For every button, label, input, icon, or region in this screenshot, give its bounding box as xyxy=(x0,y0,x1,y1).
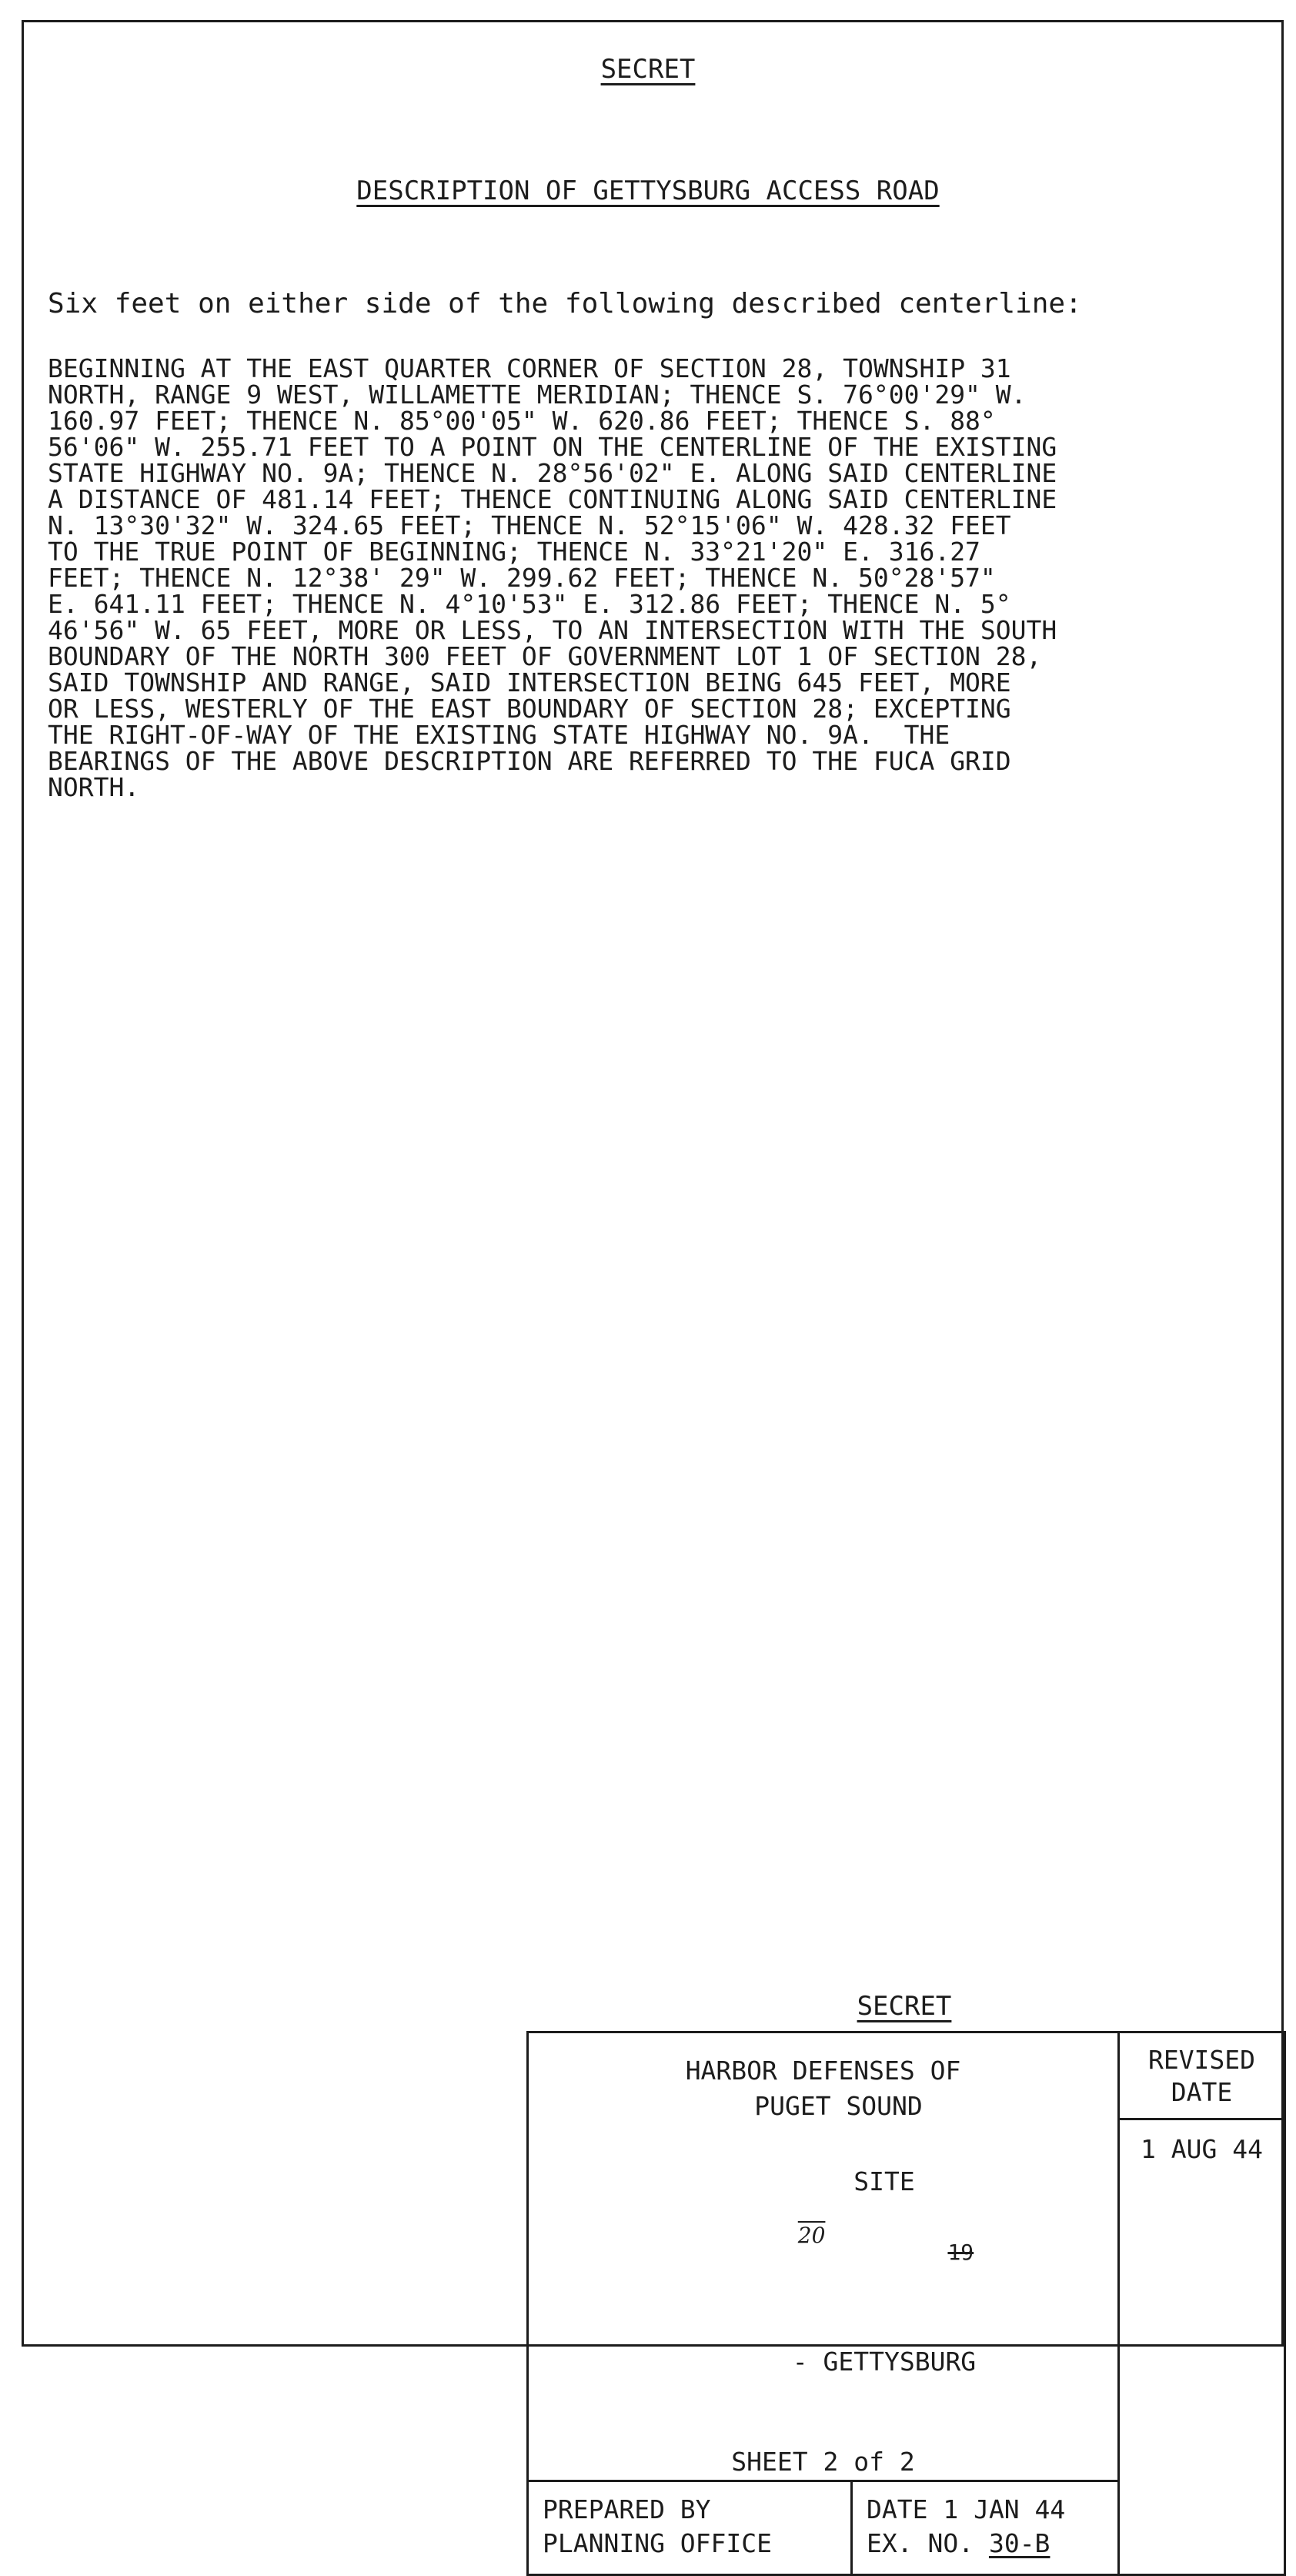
site-number-handwritten: 20 xyxy=(797,2223,826,2248)
exhibit-number-line xyxy=(867,2527,1117,2561)
description-line: BOUNDARY OF THE NORTH 300 FEET OF GOVERNMENT LOT 1 OF SECTION 28, xyxy=(48,641,1042,671)
prepared-by-label: PREPARED BY xyxy=(543,2494,711,2524)
classification-top: SECRET xyxy=(600,54,696,85)
document-title: DESCRIPTION OF GETTYSBURG ACCESS ROAD xyxy=(356,176,940,206)
org-line-1: HARBOR DEFENSES OF xyxy=(685,2056,961,2086)
title-block-org-cell xyxy=(528,2032,1119,2481)
description-line: FEET; THENCE N. 12°38' 29" W. 299.62 FEET; THENCE N. 50°28'57" xyxy=(48,563,996,593)
prepared-by-office: PLANNING OFFICE xyxy=(543,2528,773,2558)
site-prefix: SITE xyxy=(853,2166,915,2196)
description-line: BEGINNING AT THE EAST QUARTER CORNER OF SECTION 28, TOWNSHIP 31 xyxy=(48,353,1011,383)
legal-description xyxy=(48,353,1271,802)
sheet-number: SHEET 2 of 2 xyxy=(731,2447,915,2477)
site-number xyxy=(795,2200,974,2344)
description-line: THE RIGHT-OF-WAY OF THE EXISTING STATE HIGHWAY NO. 9A. THE xyxy=(48,720,950,750)
description-line: BEARINGS OF THE ABOVE DESCRIPTION ARE REFERRED TO THE FUCA GRID xyxy=(48,746,1011,776)
prepared-by-cell xyxy=(528,2481,852,2575)
revised-header xyxy=(1120,2033,1284,2120)
title-block xyxy=(526,2031,1286,2576)
description-line: SAID TOWNSHIP AND RANGE, SAID INTERSECTION BEING 645 FEET, MORE xyxy=(48,667,1011,698)
description-line: 160.97 FEET; THENCE N. 85°00'05" W. 620.86 FEET; THENCE S. 88° xyxy=(48,406,996,436)
description-line: 56'06" W. 255.71 FEET TO A POINT ON THE CENTERLINE OF THE EXISTING xyxy=(48,432,1057,462)
description-line: A DISTANCE OF 481.14 FEET; THENCE CONTINUING ALONG SAID CENTERLINE xyxy=(48,484,1057,514)
revised-cell xyxy=(1119,2032,1285,2575)
exhibit-number: 30-B xyxy=(988,2528,1050,2558)
description-line: NORTH. xyxy=(48,772,140,802)
description-line: NORTH, RANGE 9 WEST, WILLAMETTE MERIDIAN; THENCE S. 76°00'29" W. xyxy=(48,380,1027,410)
site-suffix: - GETTYSBURG xyxy=(792,2347,977,2377)
revised-date-label: DATE xyxy=(1171,2077,1233,2107)
description-line: OR LESS, WESTERLY OF THE EAST BOUNDARY OF SECTION 28; EXCEPTING xyxy=(48,694,1011,724)
description-line: N. 13°30'32" W. 324.65 FEET; THENCE N. 52°15'06" W. 428.32 FEET xyxy=(48,510,1011,540)
exhibit-label: EX. NO. xyxy=(867,2528,974,2558)
classification-bottom: SECRET xyxy=(857,1991,952,2022)
intro-sentence: Six feet on either side of the following described centerline: xyxy=(48,288,1082,319)
revised-date: 1 AUG 44 xyxy=(1141,2134,1263,2164)
site-number-struck: 19 xyxy=(947,2240,974,2265)
revised-label: REVISED xyxy=(1147,2045,1256,2075)
prepared-date: DATE 1 JAN 44 xyxy=(867,2494,1066,2524)
site-line xyxy=(529,2129,1117,2415)
description-line: TO THE TRUE POINT OF BEGINNING; THENCE N. 33°21'20" E. 316.27 xyxy=(48,537,980,567)
description-line: 46'56" W. 65 FEET, MORE OR LESS, TO AN INTERSECTION WITH THE SOUTH xyxy=(48,615,1057,645)
description-line: STATE HIGHWAY NO. 9A; THENCE N. 28°56'02" E. ALONG SAID CENTERLINE xyxy=(48,458,1057,488)
date-exhibit-cell xyxy=(852,2481,1119,2575)
description-line: E. 641.11 FEET; THENCE N. 4°10'53" E. 312.86 FEET; THENCE N. 5° xyxy=(48,589,1011,619)
org-line-2: PUGET SOUND xyxy=(754,2091,923,2121)
